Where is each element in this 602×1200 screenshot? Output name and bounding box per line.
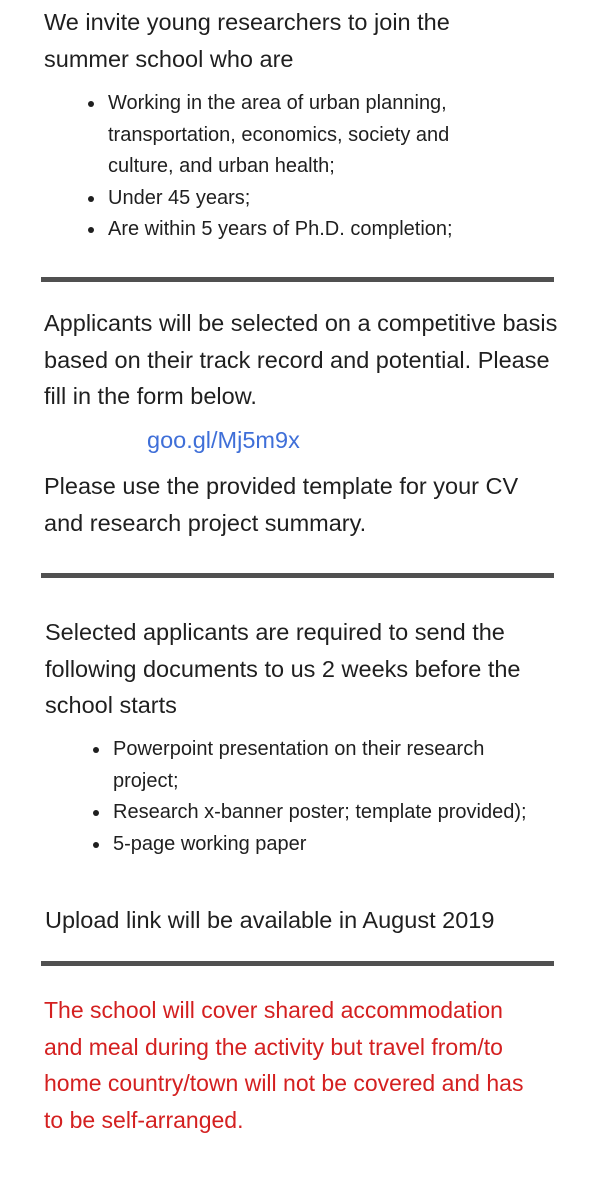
list-item: Research x-banner poster; template provided); <box>91 797 546 829</box>
section-divider <box>41 573 554 578</box>
list-item: Powerpoint presentation on their research project; <box>91 734 546 797</box>
documents-intro: Selected applicants are required to send the following documents to us 2 weeks before the school starts <box>45 619 521 718</box>
eligibility-section <box>44 4 514 77</box>
coverage-notice-section <box>44 992 544 1138</box>
application-form-link[interactable]: goo.gl/Mj5m9x <box>147 427 300 453</box>
section-divider <box>41 277 554 282</box>
section-divider <box>41 961 554 966</box>
upload-note: Upload link will be available in August 2019 <box>45 907 495 933</box>
template-note: Please use the provided template for your CV and research project summary. <box>44 473 519 536</box>
template-note-block <box>44 468 554 541</box>
selection-text: Applicants will be selected on a competitive basis based on their track record and potential. Please fill in the form below. <box>44 310 558 409</box>
documents-list <box>91 734 546 860</box>
documents-section <box>45 614 540 724</box>
list-item: Are within 5 years of Ph.D. completion; <box>86 214 506 246</box>
eligibility-intro: We invite young researchers to join the summer school who are <box>44 9 450 72</box>
list-item: Under 45 years; <box>86 183 506 215</box>
eligibility-list <box>86 88 506 246</box>
list-item: Working in the area of urban planning, transportation, economics, society and culture, and urban health; <box>86 88 506 183</box>
list-item: 5-page working paper <box>91 829 546 861</box>
upload-note-block <box>45 902 575 939</box>
coverage-notice: The school will cover shared accommodation and meal during the activity but travel from/to home country/town will not be covered and has to be self-arranged. <box>44 997 524 1133</box>
selection-section <box>44 305 564 415</box>
